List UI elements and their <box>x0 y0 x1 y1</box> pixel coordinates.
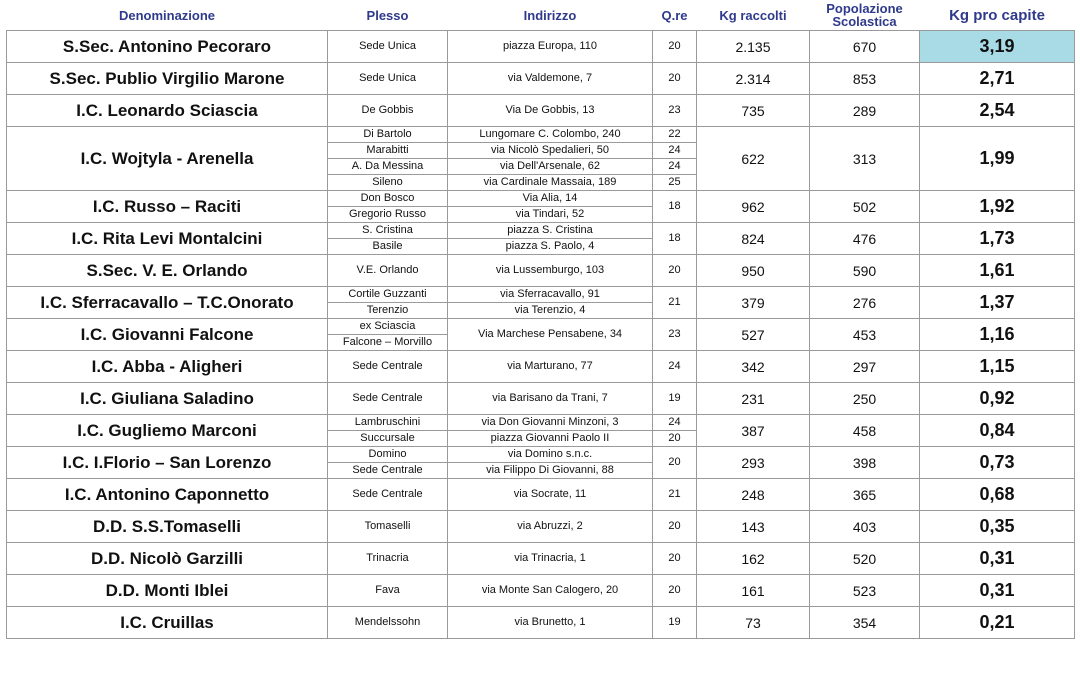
indirizzo-item: via Barisano da Trani, 7 <box>492 392 608 404</box>
indirizzo-item: via Tindari, 52 <box>448 206 652 222</box>
school-name: D.D. S.S.Tomaselli <box>7 511 328 543</box>
kg-raccolti-cell: 824 <box>697 223 810 255</box>
school-name: I.C. Gugliemo Marconi <box>7 415 328 447</box>
plesso-item: Marabitti <box>328 142 447 158</box>
plesso-item: V.E. Orlando <box>356 264 419 276</box>
indirizzo-cell <box>448 319 653 351</box>
qre-item: 19 <box>668 392 681 404</box>
kg-raccolti-cell: 231 <box>697 383 810 415</box>
popolazione-cell: 289 <box>810 95 920 127</box>
kg-pro-capite-cell: 0,31 <box>920 543 1075 575</box>
header-row <box>7 0 1075 31</box>
qre-item: 24 <box>668 416 681 428</box>
popolazione-cell: 502 <box>810 191 920 223</box>
plesso-cell <box>328 191 448 223</box>
header-plesso: Plesso <box>328 0 448 31</box>
kg-pro-capite-cell: 0,68 <box>920 479 1075 511</box>
school-name: I.C. Wojtyla - Arenella <box>7 127 328 191</box>
table-row <box>7 95 1075 127</box>
kg-pro-capite-cell: 1,61 <box>920 255 1075 287</box>
school-name: I.C. Rita Levi Montalcini <box>7 223 328 255</box>
qre-item: 23 <box>668 328 681 340</box>
kg-pro-capite-cell: 1,73 <box>920 223 1075 255</box>
plesso-cell <box>328 575 448 607</box>
indirizzo-item: via Socrate, 11 <box>513 488 587 500</box>
popolazione-cell: 523 <box>810 575 920 607</box>
school-name: I.C. Russo – Raciti <box>7 191 328 223</box>
plesso-item: Succursale <box>328 430 447 446</box>
plesso-item: S. Cristina <box>362 224 413 236</box>
qre-item: 18 <box>668 232 681 244</box>
plesso-cell <box>328 543 448 575</box>
kg-raccolti-cell: 342 <box>697 351 810 383</box>
table-row <box>7 575 1075 607</box>
header-indirizzo: Indirizzo <box>448 0 653 31</box>
popolazione-cell: 476 <box>810 223 920 255</box>
indirizzo-item: via Lussemburgo, 103 <box>495 264 605 276</box>
kg-pro-capite-cell: 1,92 <box>920 191 1075 223</box>
school-name: I.C. Leonardo Sciascia <box>7 95 328 127</box>
qre-item: 22 <box>668 128 681 140</box>
kg-raccolti-cell: 248 <box>697 479 810 511</box>
kg-pro-capite-cell: 1,37 <box>920 287 1075 319</box>
table-row <box>7 543 1075 575</box>
indirizzo-item: via Don Giovanni Minzoni, 3 <box>481 416 619 428</box>
plesso-cell <box>328 127 448 191</box>
kg-raccolti-cell: 387 <box>697 415 810 447</box>
indirizzo-item: via Nicolò Spedalieri, 50 <box>448 142 652 158</box>
kg-raccolti-cell: 293 <box>697 447 810 479</box>
popolazione-cell: 297 <box>810 351 920 383</box>
school-name: I.C. Cruillas <box>7 607 328 639</box>
plesso-item: ex Sciascia <box>359 320 416 332</box>
plesso-item: Lambruschini <box>354 416 421 428</box>
indirizzo-cell <box>448 351 653 383</box>
popolazione-cell: 250 <box>810 383 920 415</box>
plesso-item: Don Bosco <box>360 192 415 204</box>
indirizzo-cell <box>448 127 653 191</box>
plesso-cell <box>328 415 448 447</box>
plesso-cell <box>328 255 448 287</box>
indirizzo-cell <box>448 575 653 607</box>
qre-item: 20 <box>668 584 681 596</box>
plesso-cell <box>328 223 448 255</box>
qre-cell <box>653 255 697 287</box>
header-popolazione-line2: Scolastica <box>832 14 897 29</box>
qre-item: 21 <box>668 296 681 308</box>
indirizzo-cell <box>448 543 653 575</box>
ranking-table <box>6 0 1075 639</box>
plesso-item: Mendelssohn <box>354 616 421 628</box>
plesso-cell <box>328 447 448 479</box>
plesso-cell <box>328 31 448 63</box>
popolazione-cell: 670 <box>810 31 920 63</box>
kg-raccolti-cell: 950 <box>697 255 810 287</box>
school-name: S.Sec. Antonino Pecoraro <box>7 31 328 63</box>
qre-cell <box>653 351 697 383</box>
kg-pro-capite-cell: 0,92 <box>920 383 1075 415</box>
qre-cell <box>653 191 697 223</box>
school-name: I.C. Antonino Caponnetto <box>7 479 328 511</box>
qre-item: 23 <box>668 104 681 116</box>
indirizzo-cell <box>448 383 653 415</box>
school-name: I.C. Giuliana Saladino <box>7 383 328 415</box>
popolazione-cell: 590 <box>810 255 920 287</box>
table-row <box>7 511 1075 543</box>
kg-pro-capite-cell: 1,99 <box>920 127 1075 191</box>
popolazione-cell: 520 <box>810 543 920 575</box>
popolazione-cell: 313 <box>810 127 920 191</box>
qre-cell <box>653 575 697 607</box>
school-name: S.Sec. Publio Virgilio Marone <box>7 63 328 95</box>
plesso-cell <box>328 511 448 543</box>
qre-item: 25 <box>653 174 696 190</box>
indirizzo-item: via Trinacria, 1 <box>514 552 586 564</box>
indirizzo-cell <box>448 63 653 95</box>
indirizzo-item: via Dell'Arsenale, 62 <box>448 158 652 174</box>
popolazione-cell: 458 <box>810 415 920 447</box>
plesso-item: A. Da Messina <box>328 158 447 174</box>
table-row <box>7 191 1075 223</box>
school-name: S.Sec. V. E. Orlando <box>7 255 328 287</box>
indirizzo-cell <box>448 223 653 255</box>
indirizzo-item: via Marturano, 77 <box>507 360 593 372</box>
indirizzo-cell <box>448 479 653 511</box>
school-name: I.C. Giovanni Falcone <box>7 319 328 351</box>
indirizzo-cell <box>448 415 653 447</box>
header-popolazione <box>810 0 920 31</box>
plesso-cell <box>328 479 448 511</box>
kg-raccolti-cell: 735 <box>697 95 810 127</box>
qre-cell <box>653 447 697 479</box>
qre-cell <box>653 223 697 255</box>
kg-pro-capite-cell: 0,31 <box>920 575 1075 607</box>
plesso-item: Gregorio Russo <box>328 206 447 222</box>
plesso-item: Falcone – Morvillo <box>328 334 447 350</box>
school-name: I.C. Abba - Aligheri <box>7 351 328 383</box>
indirizzo-cell <box>448 447 653 479</box>
indirizzo-item: Lungomare C. Colombo, 240 <box>479 128 621 140</box>
table-body <box>7 31 1075 639</box>
plesso-item: Sede Centrale <box>352 360 423 372</box>
qre-cell <box>653 607 697 639</box>
indirizzo-item: via Monte San Calogero, 20 <box>481 584 619 596</box>
plesso-item: Terenzio <box>328 302 447 318</box>
table-row <box>7 383 1075 415</box>
school-name: D.D. Monti Iblei <box>7 575 328 607</box>
table-row <box>7 447 1075 479</box>
kg-pro-capite-cell: 2,54 <box>920 95 1075 127</box>
plesso-item: Tomaselli <box>364 520 411 532</box>
plesso-item: Fava <box>375 584 400 596</box>
plesso-item: Basile <box>328 238 447 254</box>
table-row <box>7 319 1075 351</box>
qre-cell <box>653 415 697 447</box>
indirizzo-item: Via De Gobbis, 13 <box>505 104 595 116</box>
kg-raccolti-cell: 162 <box>697 543 810 575</box>
indirizzo-item: piazza S. Cristina <box>507 224 593 236</box>
kg-pro-capite-cell: 2,71 <box>920 63 1075 95</box>
qre-item: 20 <box>668 456 681 468</box>
plesso-item: Sede Unica <box>359 72 416 84</box>
header-denominazione: Denominazione <box>7 0 328 31</box>
qre-cell <box>653 63 697 95</box>
indirizzo-cell <box>448 31 653 63</box>
header-kg-pro-capite: Kg pro capite <box>920 0 1075 31</box>
popolazione-cell: 398 <box>810 447 920 479</box>
plesso-item: Trinacria <box>366 552 409 564</box>
indirizzo-item: via Domino s.n.c. <box>507 448 593 460</box>
qre-cell <box>653 127 697 191</box>
plesso-cell <box>328 95 448 127</box>
indirizzo-cell <box>448 287 653 319</box>
qre-cell <box>653 31 697 63</box>
kg-raccolti-cell: 2.314 <box>697 63 810 95</box>
qre-item: 20 <box>668 40 681 52</box>
qre-cell <box>653 383 697 415</box>
kg-pro-capite-cell: 3,19 <box>920 31 1075 63</box>
table-row <box>7 479 1075 511</box>
popolazione-cell: 403 <box>810 511 920 543</box>
qre-item: 20 <box>668 520 681 532</box>
qre-item: 18 <box>668 200 681 212</box>
table-row <box>7 415 1075 447</box>
popolazione-cell: 365 <box>810 479 920 511</box>
kg-raccolti-cell: 73 <box>697 607 810 639</box>
kg-raccolti-cell: 161 <box>697 575 810 607</box>
qre-cell <box>653 543 697 575</box>
table-row <box>7 287 1075 319</box>
plesso-item: Di Bartolo <box>363 128 412 140</box>
header-popolazione-line1: Popolazione <box>826 1 903 16</box>
header-qre: Q.re <box>653 0 697 31</box>
indirizzo-item: Via Alia, 14 <box>522 192 578 204</box>
indirizzo-cell <box>448 95 653 127</box>
kg-pro-capite-cell: 0,21 <box>920 607 1075 639</box>
table-row <box>7 351 1075 383</box>
kg-raccolti-cell: 379 <box>697 287 810 319</box>
popolazione-cell: 276 <box>810 287 920 319</box>
kg-pro-capite-cell: 1,16 <box>920 319 1075 351</box>
indirizzo-item: piazza Europa, 110 <box>503 40 597 52</box>
indirizzo-item: via Brunetto, 1 <box>514 616 586 628</box>
plesso-item: Sede Centrale <box>352 488 423 500</box>
plesso-item: Sede Centrale <box>328 462 447 478</box>
kg-raccolti-cell: 527 <box>697 319 810 351</box>
kg-pro-capite-cell: 0,73 <box>920 447 1075 479</box>
kg-raccolti-cell: 143 <box>697 511 810 543</box>
indirizzo-cell <box>448 607 653 639</box>
kg-pro-capite-cell: 0,35 <box>920 511 1075 543</box>
kg-pro-capite-cell: 1,15 <box>920 351 1075 383</box>
qre-item: 21 <box>668 488 681 500</box>
indirizzo-item: via Terenzio, 4 <box>448 302 652 318</box>
indirizzo-item: piazza S. Paolo, 4 <box>448 238 652 254</box>
plesso-item: Sede Centrale <box>352 392 423 404</box>
table-row <box>7 63 1075 95</box>
indirizzo-item: via Cardinale Massaia, 189 <box>448 174 652 190</box>
indirizzo-item: via Sferracavallo, 91 <box>500 288 600 300</box>
qre-cell <box>653 95 697 127</box>
plesso-item: De Gobbis <box>361 104 414 116</box>
qre-cell <box>653 479 697 511</box>
plesso-cell <box>328 351 448 383</box>
qre-item: 20 <box>668 72 681 84</box>
popolazione-cell: 354 <box>810 607 920 639</box>
indirizzo-item: via Abruzzi, 2 <box>517 520 583 532</box>
school-name: I.C. I.Florio – San Lorenzo <box>7 447 328 479</box>
school-name: D.D. Nicolò Garzilli <box>7 543 328 575</box>
qre-item: 20 <box>668 552 681 564</box>
indirizzo-item: piazza Giovanni Paolo II <box>448 430 652 446</box>
qre-item: 19 <box>668 616 681 628</box>
indirizzo-cell <box>448 191 653 223</box>
table-row <box>7 607 1075 639</box>
table-row <box>7 255 1075 287</box>
indirizzo-item: Via Marchese Pensabene, 34 <box>477 328 623 340</box>
table-row <box>7 127 1075 191</box>
qre-item: 20 <box>668 264 681 276</box>
plesso-item: Sede Unica <box>359 40 416 52</box>
indirizzo-cell <box>448 511 653 543</box>
school-name: I.C. Sferracavallo – T.C.Onorato <box>7 287 328 319</box>
table-row <box>7 31 1075 63</box>
indirizzo-item: via Filippo Di Giovanni, 88 <box>448 462 652 478</box>
indirizzo-cell <box>448 255 653 287</box>
plesso-cell <box>328 383 448 415</box>
plesso-cell <box>328 319 448 351</box>
qre-item: 24 <box>653 142 696 158</box>
plesso-item: Sileno <box>328 174 447 190</box>
qre-item: 24 <box>653 158 696 174</box>
qre-cell <box>653 319 697 351</box>
kg-raccolti-cell: 622 <box>697 127 810 191</box>
header-kg-raccolti: Kg raccolti <box>697 0 810 31</box>
qre-item: 24 <box>668 360 681 372</box>
plesso-cell <box>328 63 448 95</box>
plesso-item: Domino <box>368 448 407 460</box>
popolazione-cell: 853 <box>810 63 920 95</box>
plesso-cell <box>328 287 448 319</box>
kg-raccolti-cell: 2.135 <box>697 31 810 63</box>
indirizzo-item: via Valdemone, 7 <box>507 72 593 84</box>
qre-cell <box>653 511 697 543</box>
table-row <box>7 223 1075 255</box>
popolazione-cell: 453 <box>810 319 920 351</box>
qre-item: 20 <box>653 430 696 446</box>
plesso-item: Cortile Guzzanti <box>348 288 427 300</box>
plesso-cell <box>328 607 448 639</box>
kg-pro-capite-cell: 0,84 <box>920 415 1075 447</box>
kg-raccolti-cell: 962 <box>697 191 810 223</box>
qre-cell <box>653 287 697 319</box>
